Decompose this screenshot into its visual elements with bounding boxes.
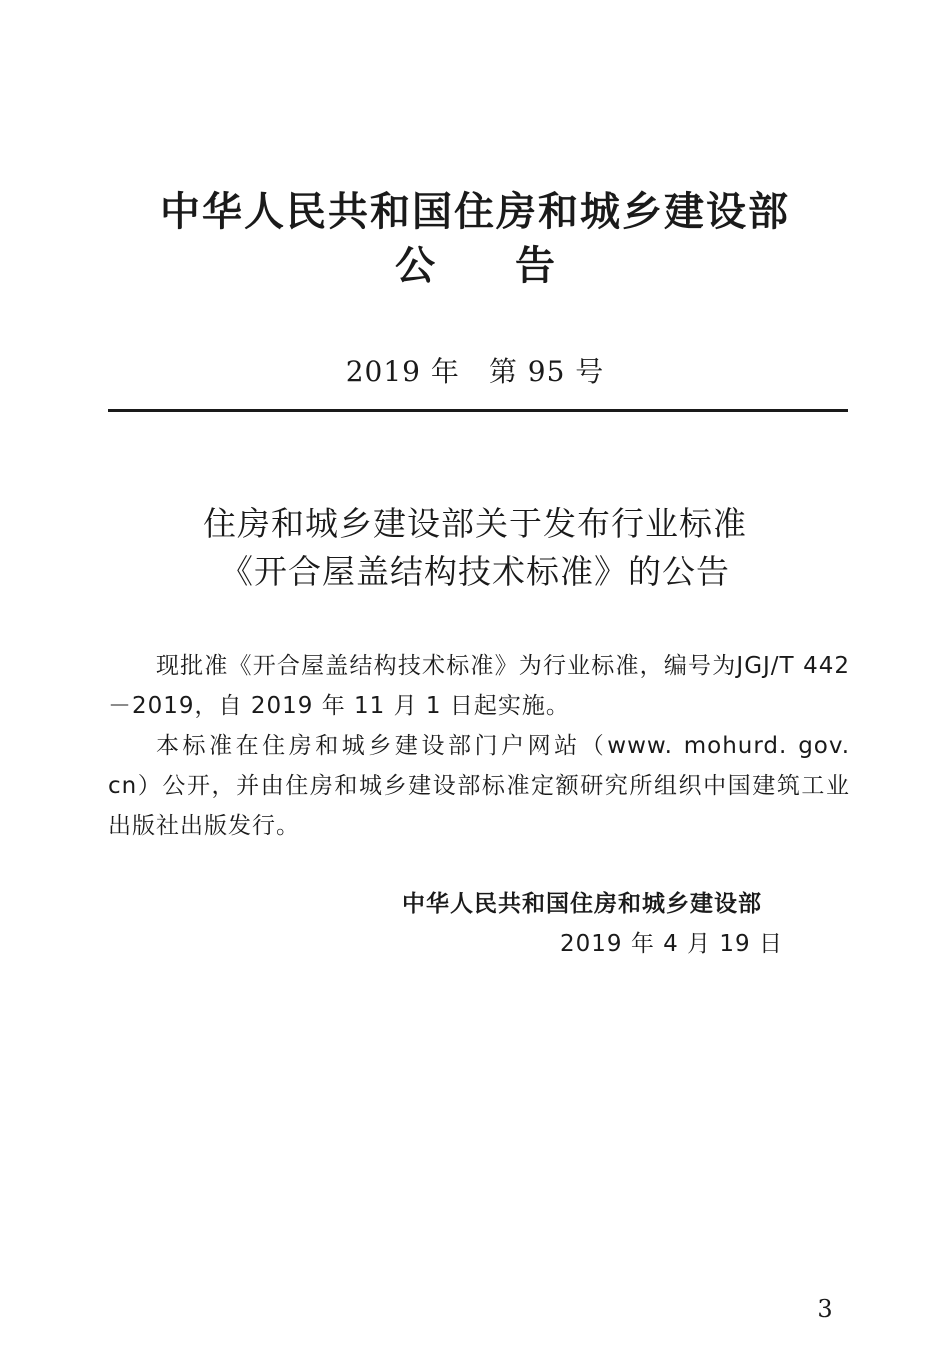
issuer-signature: 中华人民共和国住房和城乡建设部 <box>402 891 762 917</box>
bulletin-title-char-2: 告 <box>515 243 555 289</box>
notice-title <box>0 500 950 596</box>
header-divider <box>108 409 848 412</box>
body-paragraph-2: 本标准在住房和城乡建设部门户网站（www. mohurd. gov. cn）公开，并由住房和城乡建设部标准定额研究所组织中国建筑工业出版社出版发行。 <box>108 733 850 839</box>
ministry-title: 中华人民共和国住房和城乡建设部 <box>160 189 790 235</box>
issue-number: 2019 年 第 95 号 <box>345 355 605 388</box>
notice-body <box>108 646 850 846</box>
notice-title-line-1: 住房和城乡建设部关于发布行业标准 <box>203 504 747 543</box>
notice-title-line-2: 《开合屋盖结构技术标准》的公告 <box>220 552 730 591</box>
page-number: 3 <box>817 1295 833 1323</box>
bulletin-title <box>0 240 950 292</box>
issue-date: 2019 年 4 月 19 日 <box>560 931 783 957</box>
bulletin-title-char-1: 公 <box>395 243 435 289</box>
body-paragraph-1: 现批准《开合屋盖结构技术标准》为行业标准，编号为JGJ/T 442－2019，自 2019 年 11 月 1 日起实施。 <box>108 653 850 719</box>
